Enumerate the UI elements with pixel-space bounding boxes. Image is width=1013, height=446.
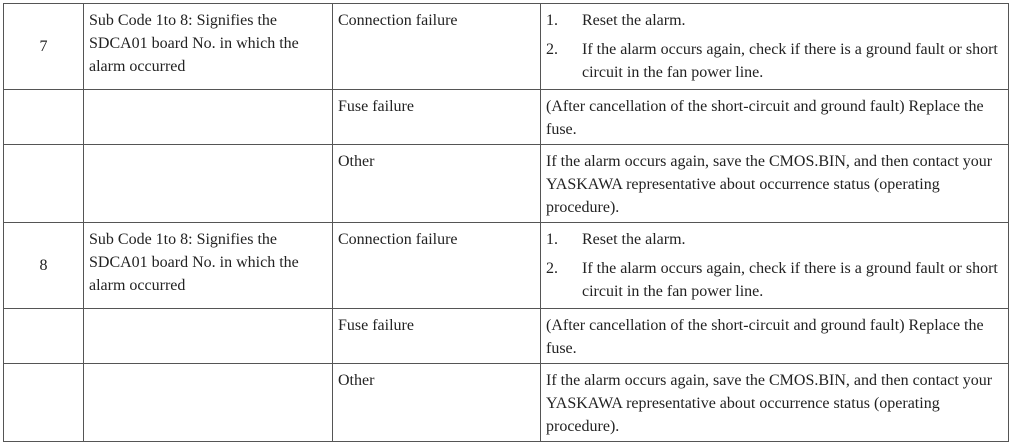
cause-cell: Other	[333, 145, 541, 223]
remedy-step	[546, 9, 1002, 32]
remedy-step	[546, 257, 1002, 303]
alarm-table	[3, 3, 1009, 442]
remedy-step	[546, 228, 1002, 251]
cause-cell: Connection failure	[333, 4, 541, 90]
step-number: 1.	[546, 12, 558, 29]
empty-cell	[4, 90, 84, 145]
table-row	[4, 364, 1009, 442]
table-row	[4, 309, 1009, 364]
empty-cell	[4, 309, 84, 364]
step-number: 2.	[546, 260, 558, 277]
cause-cell: Connection failure	[333, 223, 541, 309]
step-number: 1.	[546, 231, 558, 248]
remedy-cell: If the alarm occurs again, save the CMOS.BIN, and then contact your YASKAWA representative about occurrence status (operating procedure).	[541, 364, 1009, 442]
empty-cell	[84, 90, 333, 145]
cause-cell: Other	[333, 364, 541, 442]
remedy-cell: (After cancellation of the short-circuit and ground fault) Replace the fuse.	[541, 90, 1009, 145]
remedy-steps	[546, 228, 1002, 303]
table-row	[4, 90, 1009, 145]
remedy-cell	[541, 223, 1009, 309]
cause-cell: Fuse failure	[333, 90, 541, 145]
step-text: Reset the alarm.	[582, 231, 686, 248]
empty-cell	[84, 309, 333, 364]
step-text: If the alarm occurs again, check if there is a ground fault or short circuit in the fan power line.	[582, 41, 998, 81]
table-row	[4, 145, 1009, 223]
empty-cell	[84, 145, 333, 223]
remedy-cell: If the alarm occurs again, save the CMOS.BIN, and then contact your YASKAWA representative about occurrence status (operating procedure).	[541, 145, 1009, 223]
empty-cell	[4, 364, 84, 442]
step-number: 2.	[546, 41, 558, 58]
step-text: Reset the alarm.	[582, 12, 686, 29]
remedy-cell: (After cancellation of the short-circuit and ground fault) Replace the fuse.	[541, 309, 1009, 364]
remedy-steps	[546, 9, 1002, 84]
table-row	[4, 4, 1009, 90]
remedy-step	[546, 38, 1002, 84]
table-row	[4, 223, 1009, 309]
remedy-cell	[541, 4, 1009, 90]
empty-cell	[4, 145, 84, 223]
alarm-number: 8	[4, 223, 84, 309]
sub-code-description: Sub Code 1to 8: Signifies the SDCA01 board No. in which the alarm occurred	[84, 223, 333, 309]
sub-code-description: Sub Code 1to 8: Signifies the SDCA01 board No. in which the alarm occurred	[84, 4, 333, 90]
empty-cell	[84, 364, 333, 442]
step-text: If the alarm occurs again, check if there is a ground fault or short circuit in the fan power line.	[582, 260, 998, 300]
cause-cell: Fuse failure	[333, 309, 541, 364]
alarm-number: 7	[4, 4, 84, 90]
